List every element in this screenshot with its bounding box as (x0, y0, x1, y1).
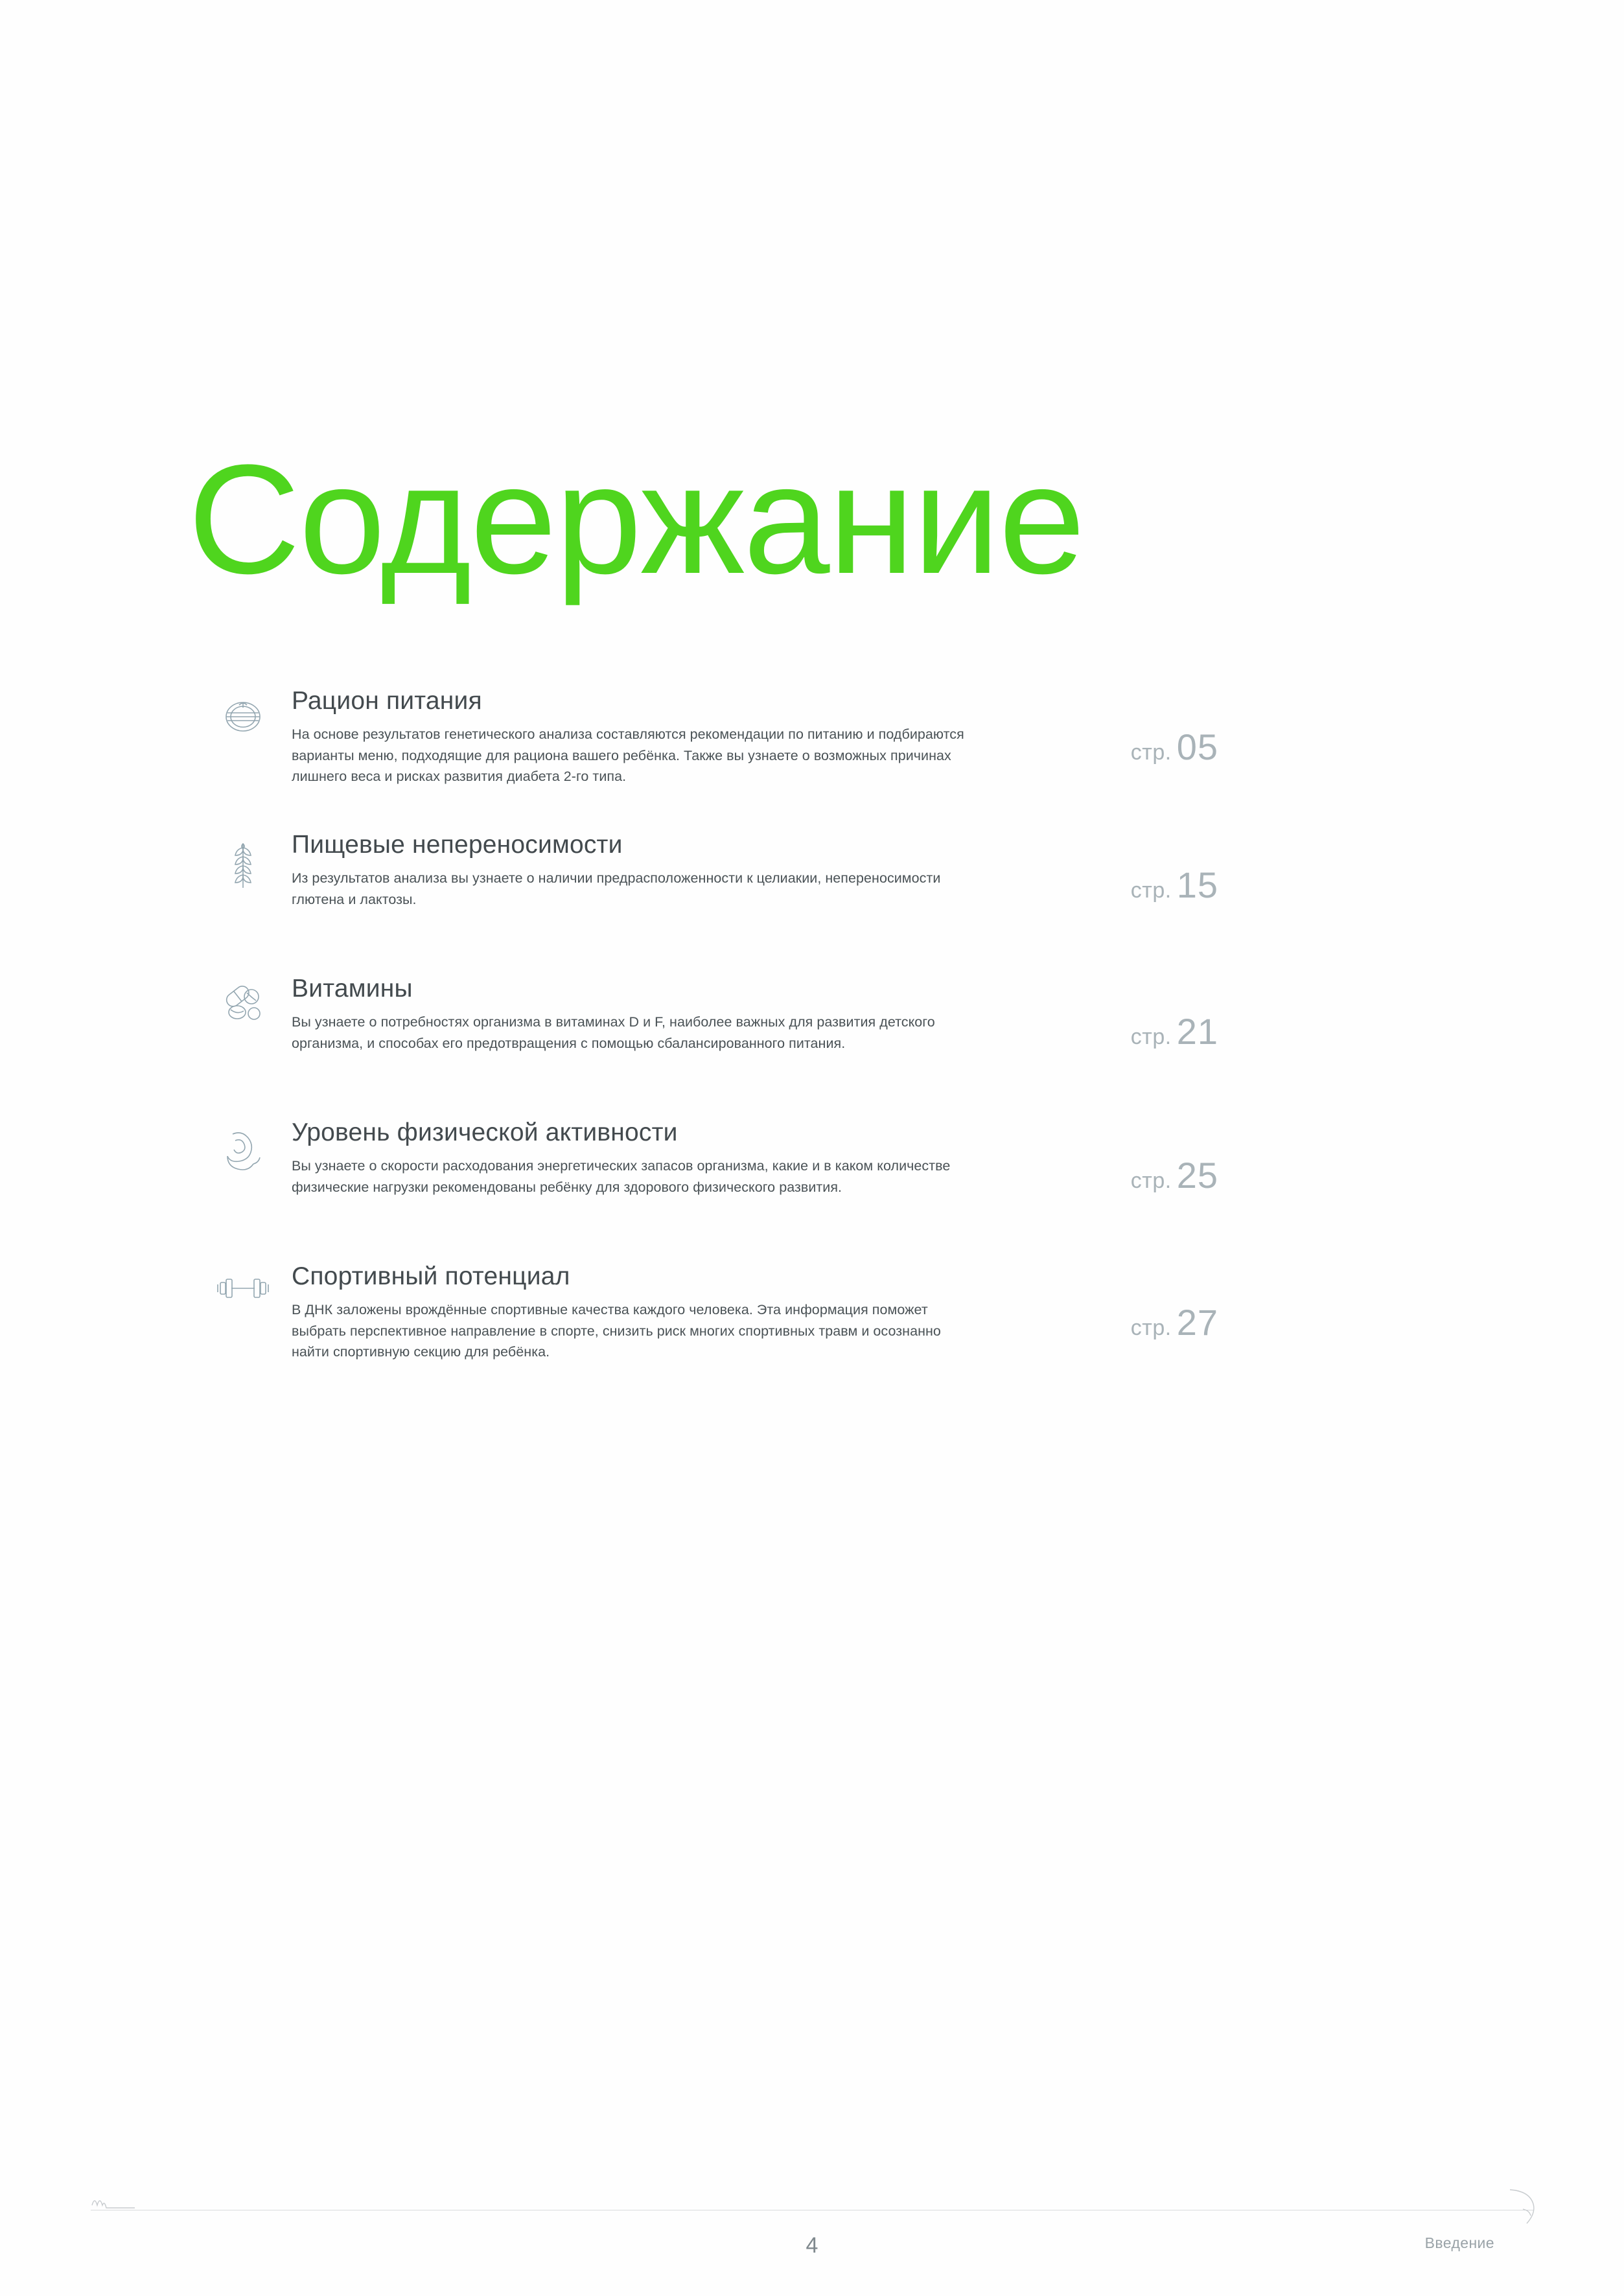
dumbbell-icon (194, 1262, 292, 1308)
toc-entry-page (1004, 1301, 1218, 1343)
table-of-contents (194, 687, 1445, 1406)
page-label: стр. (1130, 739, 1172, 765)
page-label: стр. (1130, 1024, 1172, 1049)
wheat-ear-icon (194, 831, 292, 893)
toc-entry-text (292, 1262, 1004, 1363)
toc-entry[interactable] (194, 1119, 1445, 1222)
page-number: 25 (1176, 1154, 1218, 1196)
toc-entry-page (1004, 1010, 1218, 1052)
page-title: Содержание (188, 432, 1084, 606)
toc-entry-description: Вы узнаете о скорости расходования энергетических запасов организма, какие и в каком количестве физические нагрузки рекомендованы ребёнку для здорового физического развития. (292, 1157, 951, 1195)
toc-entry-page (1004, 726, 1218, 768)
toc-entry[interactable] (194, 1262, 1445, 1366)
toc-entry-text (292, 687, 1004, 787)
toc-entry-heading: Рацион питания (292, 687, 482, 715)
toc-entry-page (1004, 1154, 1218, 1196)
page-number: 21 (1176, 1010, 1218, 1052)
toc-entry-heading: Уровень физической активности (292, 1119, 678, 1146)
toc-entry-description: В ДНК заложены врождённые спортивные качества каждого человека. Эта информация поможет выбрать перспективное направление в спорте, снизить риск многих спортивных травм и осознанно найти спортивную секцию для ребёнка. (292, 1301, 941, 1360)
page-number: 05 (1176, 726, 1218, 767)
toc-entry-text (292, 1119, 1004, 1198)
toc-entry-text (292, 975, 1004, 1054)
footer-left-flourish-icon (91, 2191, 136, 2213)
toc-entry-page (1004, 864, 1218, 906)
page-number: 15 (1176, 864, 1218, 905)
footer-right-flourish-icon (1509, 2187, 1538, 2226)
page-label: стр. (1130, 1168, 1172, 1193)
toc-entry-description: На основе результатов генетического анализа составляются рекомендации по питанию и подбираются варианты меню, подходящие для рациона вашего ребёнка. Также вы узнаете о возможных причинах лишнего веса и рисках развития диабета 2-го типа. (292, 726, 964, 785)
diet-plate-icon (194, 687, 292, 740)
toc-entry[interactable] (194, 687, 1445, 791)
toc-entry-heading: Витамины (292, 975, 413, 1003)
page-number: 27 (1176, 1301, 1218, 1343)
footer-section-label: Введение (1424, 2234, 1494, 2251)
toc-entry-text (292, 831, 1004, 910)
toc-entry[interactable] (194, 975, 1445, 1078)
toc-entry[interactable] (194, 831, 1445, 934)
toc-entry-heading: Спортивный потенциал (292, 1262, 570, 1290)
page-label: стр. (1130, 1315, 1172, 1340)
vitamin-pills-icon (194, 975, 292, 1026)
flexed-arm-icon (194, 1119, 292, 1177)
toc-entry-heading: Пищевые непереносимости (292, 831, 623, 859)
footer-page-number: 4 (806, 2233, 818, 2258)
page-label: стр. (1130, 877, 1172, 903)
toc-entry-description: Из результатов анализа вы узнаете о наличии предрасположенности к целиакии, непереносимости глютена и лактозы. (292, 870, 941, 907)
toc-entry-description: Вы узнаете о потребностях организма в витаминах D и F, наиболее важных для развития детского организма, и способах его предотвращения с помощью сбалансированного питания. (292, 1014, 935, 1051)
